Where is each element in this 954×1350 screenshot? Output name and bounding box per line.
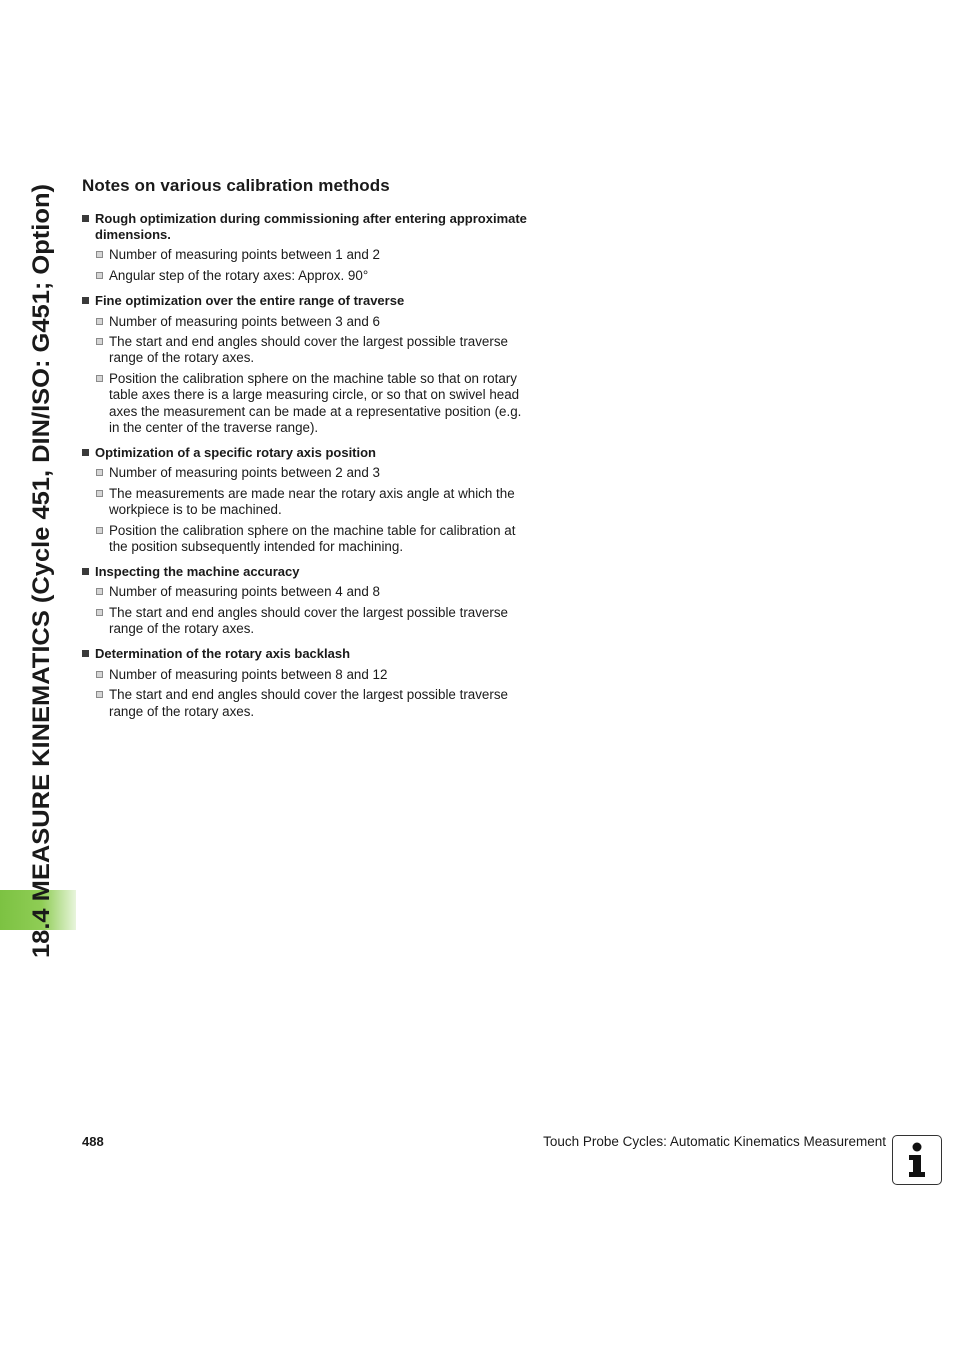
square-bullet-icon bbox=[82, 297, 89, 304]
method-title: Inspecting the machine accuracy bbox=[82, 564, 532, 580]
square-bullet-icon bbox=[96, 251, 103, 258]
square-bullet-icon bbox=[96, 609, 103, 616]
list-item: Position the calibration sphere on the machine table so that on rotary table axes there is a large measuring circle, or so that on swivel head axes the measurement can be made at a representative position (e.g. in the center of the traverse range). bbox=[96, 371, 532, 436]
square-bullet-icon bbox=[82, 215, 89, 222]
square-bullet-icon bbox=[96, 272, 103, 279]
method-machine-accuracy bbox=[82, 564, 532, 637]
list-item: Number of measuring points between 3 and 6 bbox=[96, 314, 532, 330]
page-heading: Notes on various calibration methods bbox=[82, 176, 390, 195]
method-fine-optimization bbox=[82, 293, 532, 436]
square-bullet-icon bbox=[96, 691, 103, 698]
list-item: The start and end angles should cover the largest possible traverse range of the rotary axes. bbox=[96, 687, 532, 719]
square-bullet-icon bbox=[96, 490, 103, 497]
info-icon bbox=[892, 1135, 942, 1185]
method-axis-backlash bbox=[82, 646, 532, 719]
chapter-tab-marker bbox=[0, 890, 76, 930]
footer-chapter-title: Touch Probe Cycles: Automatic Kinematics Measurement bbox=[543, 1134, 886, 1149]
square-bullet-icon bbox=[96, 588, 103, 595]
method-title: Rough optimization during commissioning after entering approximate dimensions. bbox=[82, 211, 532, 243]
square-bullet-icon bbox=[96, 469, 103, 476]
square-bullet-icon bbox=[96, 375, 103, 382]
list-item: The start and end angles should cover the largest possible traverse range of the rotary axes. bbox=[96, 334, 532, 366]
list-item: Number of measuring points between 8 and 12 bbox=[96, 667, 532, 683]
method-rough-optimization bbox=[82, 211, 532, 284]
list-item: The start and end angles should cover the largest possible traverse range of the rotary axes. bbox=[96, 605, 532, 637]
square-bullet-icon bbox=[82, 568, 89, 575]
method-title: Determination of the rotary axis backlash bbox=[82, 646, 532, 662]
square-bullet-icon bbox=[82, 650, 89, 657]
square-bullet-icon bbox=[82, 449, 89, 456]
list-item: The measurements are made near the rotary axis angle at which the workpiece is to be machined. bbox=[96, 486, 532, 518]
square-bullet-icon bbox=[96, 527, 103, 534]
section-title-text: 18.4 MEASURE KINEMATICS (Cycle 451, DIN/ISO: G451; Option) bbox=[28, 213, 55, 958]
square-bullet-icon bbox=[96, 338, 103, 345]
list-item: Number of measuring points between 4 and 8 bbox=[96, 584, 532, 600]
method-title: Optimization of a specific rotary axis position bbox=[82, 445, 532, 461]
list-item: Number of measuring points between 2 and 3 bbox=[96, 465, 532, 481]
square-bullet-icon bbox=[96, 671, 103, 678]
square-bullet-icon bbox=[96, 318, 103, 325]
list-item: Position the calibration sphere on the machine table for calibration at the position subsequently intended for machining. bbox=[96, 523, 532, 555]
method-title: Fine optimization over the entire range of traverse bbox=[82, 293, 532, 309]
page-number: 488 bbox=[82, 1134, 104, 1149]
list-item: Angular step of the rotary axes: Approx. 90° bbox=[96, 268, 532, 284]
list-item: Number of measuring points between 1 and 2 bbox=[96, 247, 532, 263]
method-specific-axis-position bbox=[82, 445, 532, 555]
main-content bbox=[82, 176, 532, 729]
